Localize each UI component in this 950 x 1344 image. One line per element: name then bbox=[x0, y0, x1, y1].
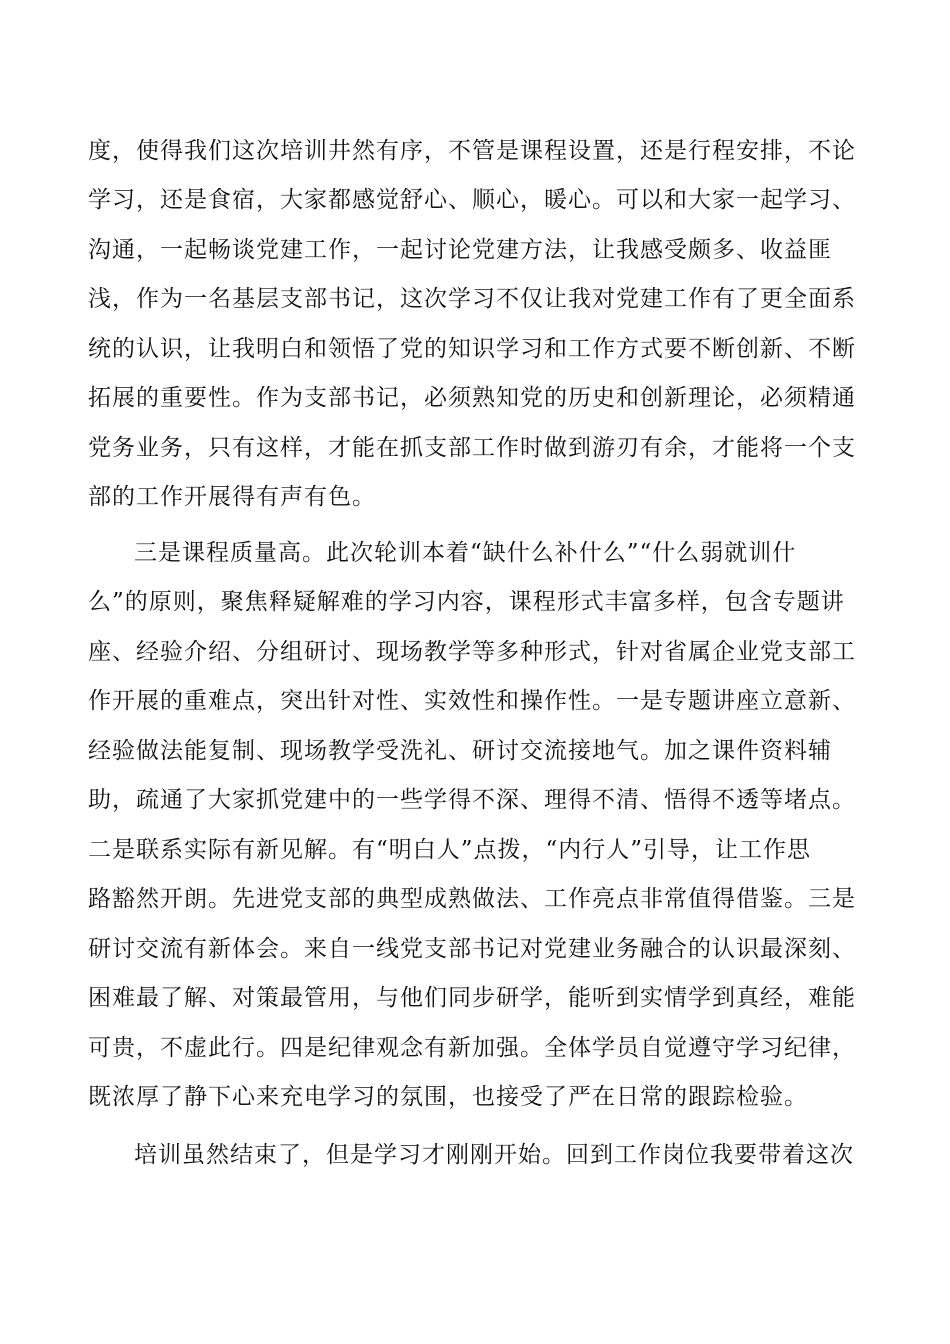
paragraph-2-line-11: 可贵，不虚此行。四是纪律观念有新加强。全体学员自觉遵守学习纪律， bbox=[88, 1035, 856, 1061]
paragraph-2-line-8: 路豁然开朗。先进党支部的典型成熟做法、工作亮点非常值得借鉴。三是 bbox=[88, 886, 856, 912]
paragraph-2-line-7: 二是联系实际有新见解。有“明白人”点拨，“内行人”引导，让工作思 bbox=[88, 837, 812, 863]
paragraph-2-line-12: 既浓厚了静下心来充电学习的氛围，也接受了严在日常的跟踪检验。 bbox=[88, 1084, 808, 1110]
paragraph-2-line-3: 座、经验介绍、分组研讨、现场教学等多种形式，针对省属企业党支部工 bbox=[88, 639, 856, 665]
paragraph-2-line-5: 经验做法能复制、现场教学受洗礼、研讨交流接地气。加之课件资料辅 bbox=[88, 738, 832, 764]
paragraph-1-line-7: 党务业务，只有这样，才能在抓支部工作时做到游刃有余，才能将一个支 bbox=[88, 435, 856, 461]
paragraph-1-line-5: 统的认识，让我明白和领悟了党的知识学习和工作方式要不断创新、不断 bbox=[88, 336, 856, 362]
paragraph-2-line-9: 研讨交流有新体会。来自一线党支部书记对党建业务融合的认识最深刻、 bbox=[88, 936, 856, 962]
paragraph-1-line-1: 度，使得我们这次培训井然有序，不管是课程设置，还是行程安排，不论 bbox=[88, 138, 856, 164]
paragraph-2-line-6: 助，疏通了大家抓党建中的一些学得不深、理得不清、悟得不透等堵点。 bbox=[88, 787, 856, 813]
paragraph-1-line-4: 浅，作为一名基层支部书记，这次学习不仅让我对党建工作有了更全面系 bbox=[88, 286, 856, 312]
document-body bbox=[88, 0, 868, 1344]
paragraph-2-line-1: 三是课程质量高。此次轮训本着“缺什么补什么”“什么弱就训什 bbox=[134, 540, 797, 566]
paragraph-1-line-3: 沟通，一起畅谈党建工作，一起讨论党建方法，让我感受颇多、收益匪 bbox=[88, 237, 832, 263]
paragraph-1-line-6: 拓展的重要性。作为支部书记，必须熟知党的历史和创新理论，必须精通 bbox=[88, 385, 856, 411]
paragraph-1-line-8: 部的工作开展得有声有色。 bbox=[88, 484, 376, 510]
paragraph-3-line-1: 培训虽然结束了，但是学习才刚刚开始。回到工作岗位我要带着这次 bbox=[134, 1142, 854, 1168]
paragraph-2-line-2: 么”的原则，聚焦释疑解难的学习内容，课程形式丰富多样，包含专题讲 bbox=[88, 589, 845, 615]
paragraph-1-line-2: 学习，还是食宿，大家都感觉舒心、顺心，暖心。可以和大家一起学习、 bbox=[88, 187, 856, 213]
paragraph-2-line-4: 作开展的重难点，突出针对性、实效性和操作性。一是专题讲座立意新、 bbox=[88, 688, 856, 714]
paragraph-2-line-10: 困难最了解、对策最管用，与他们同步研学，能听到实情学到真经，难能 bbox=[88, 985, 856, 1011]
